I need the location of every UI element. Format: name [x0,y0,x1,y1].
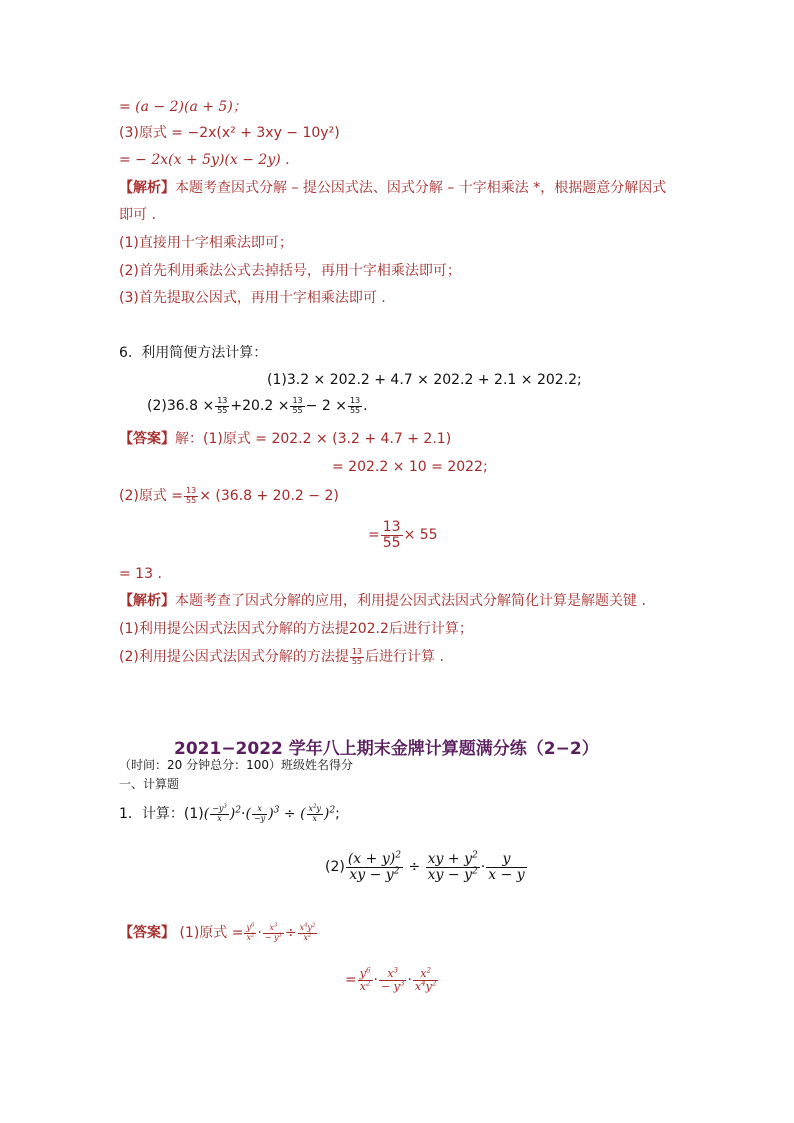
q1-answer-line1: 【答案】 (1)原式 = $\frac{y^6}{x^2}$ · $\frac{x^3}{- y^3}$ ÷ $\frac{x^4y^2}{x^2}$ [119,922,316,942]
fraction-x-over-neg-y: $\frac{x}{-y}$ [253,804,266,823]
q6-answer-line3: (2)原式 = $\frac{13}{55}$ × (36.8 + 20.2 − 2) [119,486,339,505]
analysis-step-3: (3)首先提取公因式，再用十字相乘法即可 . [119,290,386,306]
analysis-step-1: (1)直接用十字相乘法即可； [119,235,293,251]
fraction-x2y-over-x: $\frac{x^2y}{x}$ [308,803,321,823]
q6-analysis-step2: (2)利用提公因式法因式分解的方法提 $\frac{13}{55}$ 后进行计算 . [119,647,444,666]
q6-analysis: 【解析】本题考查了因式分解的应用，利用提公因式法因式分解简化计算是解题关键 . [119,593,646,609]
q6-answer-line4: = $\frac{13}{55}$ × 55 [368,519,438,551]
fraction-13-55: $\frac{13}{55}$ [217,396,228,415]
fraction-sq-over-xy-minus-y2: $\frac{(x + y)^2}{xy - y^2}$ [347,850,401,883]
section-meta: （时间：20 分钟总分：100）班级姓名得分 [119,758,353,772]
fraction-13-55: $\frac{13}{55}$ [351,647,363,666]
analysis-step-2: (2)首先利用乘法公式去掉括号，再用十字相乘法即可； [119,263,461,279]
q6-answer-line5: = 13 . [119,566,162,582]
q1-answer-line2: = $\frac{y^6}{x^2}$ · $\frac{x^3}{- y^3}$ · $\frac{x^2}{x^4y^2}$ [345,965,437,993]
fraction-x3-over-neg-y3: $\frac{x^3}{- y^3}$ [264,922,282,942]
fraction-xy-plus-y2-over-xy-minus-y2: $\frac{xy + y^2}{xy - y^2}$ [427,850,478,883]
analysis-cont-a: 即可 . [119,207,156,223]
q6-answer-line2: = 202.2 × 10 = 2022; [332,459,488,475]
fraction-x3-over-neg-y3: $\frac{x^3}{- y^3}$ [380,965,405,993]
fraction-13-55: $\frac{13}{55}$ [349,396,361,415]
q6-answer-line1: 【答案】解：(1)原式 = 202.2 × (3.2 + 4.7 + 2.1) [119,431,452,447]
fraction-y-over-x-minus-y: $\frac{y}{x - y}$ [488,851,525,883]
section-title: 2021−2022 学年八上期末金牌计算题满分练（2−2） [174,739,599,759]
fraction-y6-over-x2: $\frac{y^6}{x^2}$ [246,922,255,942]
part3-original-line: (3)原式 = −2x(x² + 3xy − 10y²) [119,125,340,141]
section-heading: 一、计算题 [119,777,180,791]
fraction-13-55: $\frac{13}{55}$ [292,396,303,415]
q1-part1: 1．计算：(1)( $\frac{-y^3}{x}$ )$^2$·( $\frac{x}{-y}$ )$^3$ ÷ ( $\frac{x^2y}{x}$ )$^2$; [119,803,340,823]
q1-part2: (2) $\frac{(x + y)^2}{xy - y^2}$ ÷ $\frac{xy + y^2}{xy - y^2}$ · $\frac{y}{x - y}$ [325,850,525,883]
q6-sub1: (1)3.2 × 202.2 + 4.7 × 202.2 + 2.1 × 202.2; [267,372,582,388]
q6-analysis-step1: (1)利用提公因式法因式分解的方法提202.2后进行计算； [119,621,473,637]
fraction-x2-over-x4y2: $\frac{x^2}{x^4y^2}$ [414,965,437,993]
part3-result-line: = − 2x(x + 5y)(x − 2y) . [119,152,290,168]
fraction-13-55-large: $\frac{13}{55}$ [382,519,401,551]
fraction-y6-over-x2: $\frac{y^6}{x^2}$ [359,965,371,993]
factor-result-line: = (a − 2)(a + 5)； [119,99,247,115]
fraction-neg-y3-over-x: $\frac{-y^3}{x}$ [212,803,227,823]
fraction-13-55: $\frac{13}{55}$ [186,486,197,505]
q6-sub2: (2)36.8 × $\frac{13}{55}$ +20.2 × $\frac{13}{55}$ − 2 × $\frac{13}{55}$ . [147,396,368,415]
q6-prompt: 6. 利用简便方法计算： [119,345,268,361]
fraction-x4y2-over-x2: $\frac{x^4y^2}{x^2}$ [299,922,316,942]
analysis-block-a: 【解析】本题考查因式分解 – 提公因式法、因式分解 – 十字相乘法 *，根据题意分解因式 [119,180,667,196]
